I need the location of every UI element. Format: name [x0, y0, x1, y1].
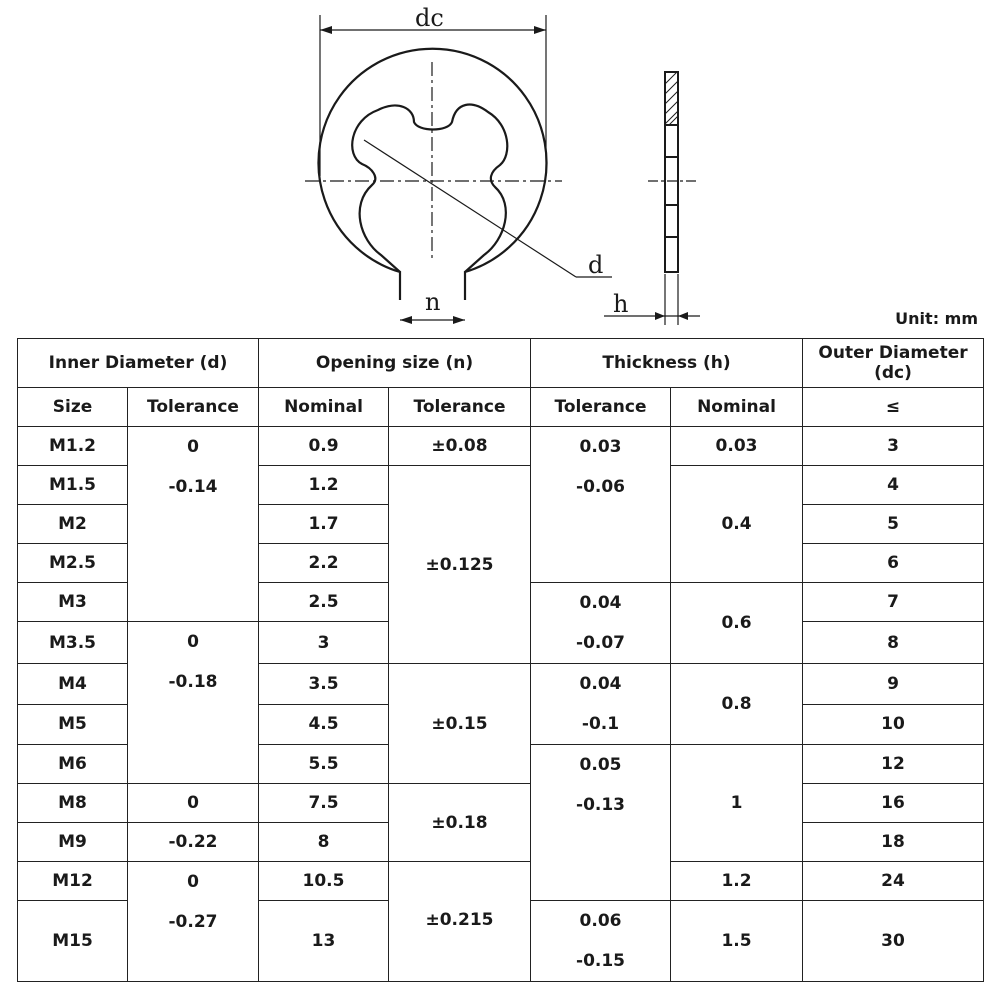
thickness-tolerance-cell: 0.03 -0.06: [531, 427, 671, 583]
header-thickness: Thickness (h): [531, 339, 803, 388]
opening-nominal-cell: 2.5: [259, 583, 389, 622]
size-cell: M2.5: [18, 544, 128, 583]
header-opening-size: Opening size (n): [259, 339, 531, 388]
table-row: [18, 427, 984, 466]
size-cell: M3: [18, 583, 128, 622]
n-label: n: [425, 288, 441, 316]
subheader-inner-tolerance: Tolerance: [128, 388, 259, 427]
opening-tolerance-cell: ±0.08: [389, 427, 531, 466]
table-row: [18, 784, 984, 823]
size-cell: M2: [18, 505, 128, 544]
table-row: [18, 862, 984, 901]
outer-diameter-cell: 30: [803, 901, 984, 982]
subheader-opening-nominal: Nominal: [259, 388, 389, 427]
size-cell: M1.2: [18, 427, 128, 466]
thickness-tolerance-cell: 0.06 -0.15: [531, 901, 671, 982]
opening-nominal-cell: 13: [259, 901, 389, 982]
size-cell: M9: [18, 823, 128, 862]
outer-diameter-cell: 9: [803, 664, 984, 705]
size-cell: M5: [18, 704, 128, 745]
opening-tolerance-cell: ±0.215: [389, 862, 531, 982]
header-outer-diameter: Outer Diameter (dc): [803, 339, 984, 388]
opening-nominal-cell: 3.5: [259, 664, 389, 705]
subheader-thickness-tolerance: Tolerance: [531, 388, 671, 427]
subheader-outer-le: ≤: [803, 388, 984, 427]
thickness-nominal-cell: 0.6: [671, 583, 803, 664]
dc-label: dc: [415, 4, 444, 32]
inner-tolerance-cell: 0 -0.18: [128, 622, 259, 784]
outer-diameter-cell: 3: [803, 427, 984, 466]
thickness-nominal-cell: 1.5: [671, 901, 803, 982]
thickness-nominal-cell: 1: [671, 745, 803, 862]
opening-tolerance-cell: ±0.18: [389, 784, 531, 862]
e-clip-drawing: [0, 0, 1000, 330]
opening-nominal-cell: 8: [259, 823, 389, 862]
outer-diameter-cell: 18: [803, 823, 984, 862]
outer-diameter-cell: 12: [803, 745, 984, 784]
size-cell: M8: [18, 784, 128, 823]
header-inner-diameter: Inner Diameter (d): [18, 339, 259, 388]
size-cell: M6: [18, 745, 128, 784]
outer-diameter-cell: 24: [803, 862, 984, 901]
opening-nominal-cell: 2.2: [259, 544, 389, 583]
subheader-size: Size: [18, 388, 128, 427]
thickness-tolerance-cell: 0.04 -0.07: [531, 583, 671, 664]
thickness-tolerance-cell: 0.05 -0.13: [531, 745, 671, 901]
inner-tolerance-cell: 0 -0.27: [128, 862, 259, 982]
h-label: h: [613, 290, 629, 318]
opening-nominal-cell: 4.5: [259, 704, 389, 745]
inner-tolerance-cell: 0: [128, 784, 259, 823]
opening-nominal-cell: 0.9: [259, 427, 389, 466]
thickness-tolerance-cell: 0.04 -0.1: [531, 664, 671, 745]
outer-diameter-cell: 5: [803, 505, 984, 544]
size-cell: M15: [18, 901, 128, 982]
subheader-thickness-nominal: Nominal: [671, 388, 803, 427]
thickness-nominal-cell: 0.4: [671, 466, 803, 583]
opening-nominal-cell: 3: [259, 622, 389, 664]
inner-tolerance-cell: -0.22: [128, 823, 259, 862]
thickness-nominal-cell: 0.8: [671, 664, 803, 745]
size-cell: M1.5: [18, 466, 128, 505]
thickness-nominal-cell: 1.2: [671, 862, 803, 901]
spec-table: [17, 338, 984, 982]
size-cell: M4: [18, 664, 128, 705]
opening-nominal-cell: 1.7: [259, 505, 389, 544]
outer-diameter-cell: 10: [803, 704, 984, 745]
thickness-nominal-cell: 0.03: [671, 427, 803, 466]
inner-tolerance-cell: 0 -0.14: [128, 427, 259, 622]
size-cell: M12: [18, 862, 128, 901]
outer-diameter-cell: 4: [803, 466, 984, 505]
unit-label: Unit: mm: [895, 309, 978, 328]
opening-tolerance-cell: ±0.15: [389, 664, 531, 784]
size-cell: M3.5: [18, 622, 128, 664]
d-label: d: [588, 251, 604, 279]
opening-nominal-cell: 5.5: [259, 745, 389, 784]
outer-diameter-cell: 16: [803, 784, 984, 823]
d-leader-line: [364, 140, 576, 277]
side-view-hatch: [665, 72, 678, 125]
clip-inner-contour: [352, 105, 507, 272]
outer-diameter-cell: 7: [803, 583, 984, 622]
opening-nominal-cell: 1.2: [259, 466, 389, 505]
opening-nominal-cell: 7.5: [259, 784, 389, 823]
subheader-opening-tolerance: Tolerance: [389, 388, 531, 427]
opening-nominal-cell: 10.5: [259, 862, 389, 901]
outer-diameter-cell: 6: [803, 544, 984, 583]
opening-tolerance-cell: ±0.125: [389, 466, 531, 664]
outer-diameter-cell: 8: [803, 622, 984, 664]
